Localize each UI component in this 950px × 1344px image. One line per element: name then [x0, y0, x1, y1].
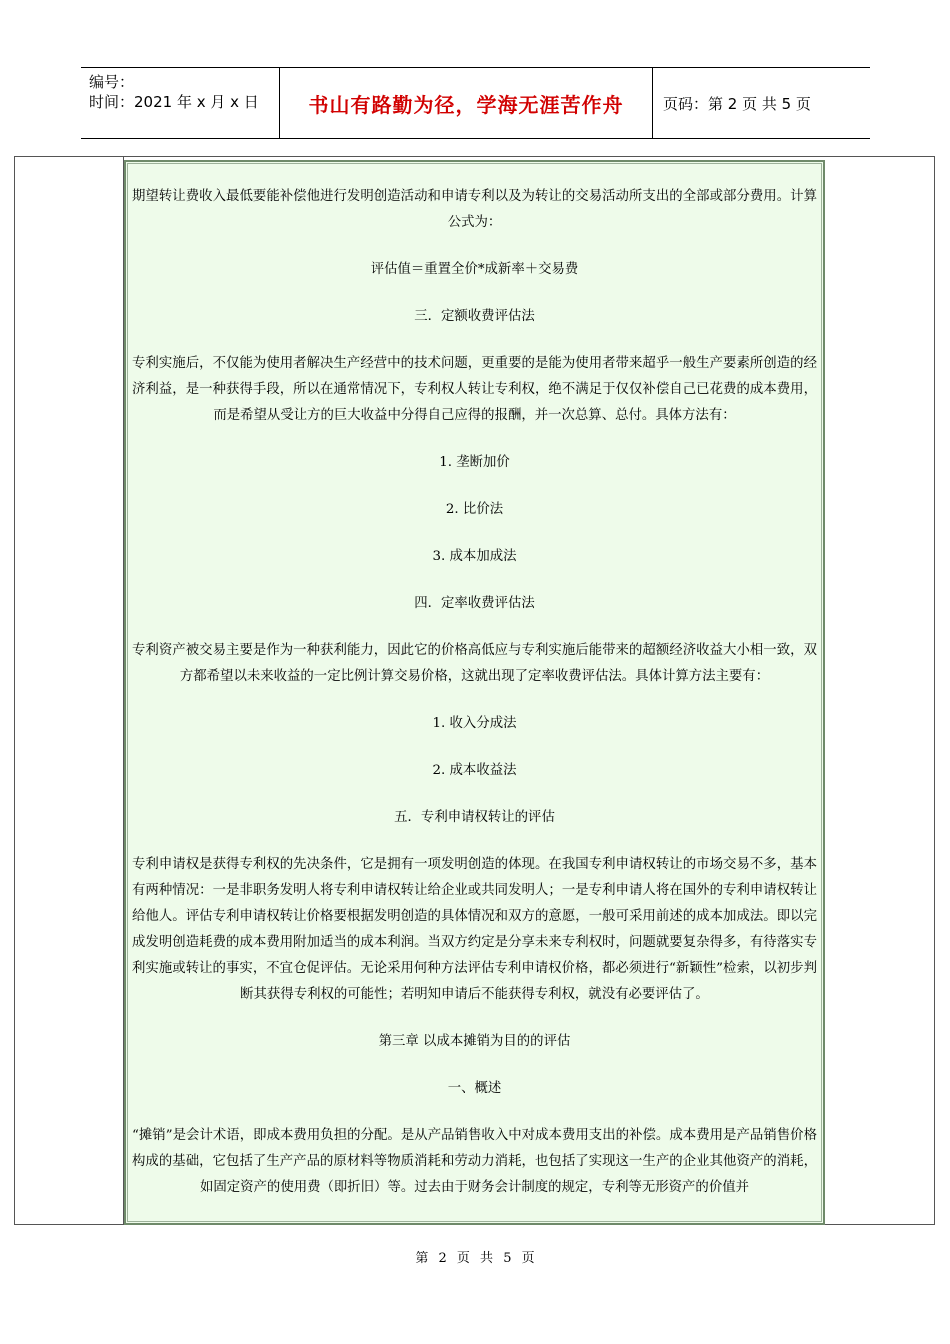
document-number-label: 编号： — [89, 73, 135, 91]
section-heading: 五．专利申请权转让的评估 — [394, 810, 555, 825]
paragraph: 期望转让费收入最低要能补偿他进行发明创造活动和申请专利以及为转让的交易活动所支出的全部或部分费用。计算公式为： — [132, 189, 817, 230]
document-time-label: 时间：2021 年 x 月 x 日 — [89, 93, 259, 111]
header-motto: 书山有路勤为径，学海无涯苦作舟 — [308, 92, 624, 117]
list-item: 1. 收入分成法 — [432, 716, 517, 731]
header-divider — [652, 68, 653, 138]
formula: 评估值＝重置全价*成新率＋交易费 — [370, 262, 579, 277]
paragraph: 专利资产被交易主要是作为一种获利能力，因此它的价格高低应与专利实施后能带来的超额经济收益大小相一致，双方都希望以未来收益的一定比例计算交易价格，这就出现了定率收费评估法。具体计算方法主要有： — [132, 643, 817, 684]
list-item: 2. 比价法 — [445, 502, 504, 517]
header-page-info: 页码：第 2 页 共 5 页 — [663, 94, 811, 113]
paragraph: 专利申请权是获得专利权的先决条件，它是拥有一项发明创造的体现。在我国专利申请权转让的市场交易不多，基本有两种情况：一是非职务发明人将专利申请权转让给企业或共同发明人；一是专利申请人将在国外的专利申请权转让给他人。评估专利申请权转让价格要根据发明创造的具体情况和双方的意愿，一般可采用前述的成本加成法。即以完成发明创造耗费的成本费用附加适当的成本利润。当双方约定是分享未来专利权时，问题就要复杂得多，有待落实专利实施或转让的事实，不宜仓促评估。无论采用何种方法评估专利申请权价格，都必须进行“新颖性”检索，以初步判断其获得专利权的可能性；若明知申请后不能获得专利权，就没有必要评估了。 — [132, 857, 817, 1002]
content-body — [132, 184, 817, 1201]
page-footer: 第 2 页 共 5 页 — [415, 1251, 535, 1266]
section-heading: 四．定率收费评估法 — [414, 596, 535, 611]
header-meta — [89, 72, 259, 112]
list-item: 1. 垄断加价 — [439, 455, 510, 470]
paragraph: “摊销”是会计术语，即成本费用负担的分配。是从产品销售收入中对成本费用支出的补偿。成本费用是产品销售价格构成的基础，它包括了生产产品的原材料等物质消耗和劳动力消耗，也包括了实现这一生产的企业其他资产的消耗，如固定资产的使用费（即折旧）等。过去由于财务会计制度的规定，专利等无形资产的价值并 — [132, 1128, 817, 1195]
paragraph: 专利实施后，不仅能为使用者解决生产经营中的技术问题，更重要的是能为使用者带来超乎一般生产要素所创造的经济利益，是一种获得手段，所以在通常情况下，专利权人转让专利权，绝不满足于仅仅补偿自己已花费的成本费用，而是希望从受让方的巨大收益中分得自己应得的报酬，并一次总算、总付。具体方法有： — [132, 356, 817, 423]
content-box — [124, 160, 825, 1225]
list-item: 3. 成本加成法 — [432, 549, 517, 564]
page-header — [81, 67, 870, 139]
section-heading: 三．定额收费评估法 — [414, 309, 535, 324]
chapter-heading: 第三章 以成本摊销为目的的评估 — [378, 1034, 571, 1049]
section-heading: 一、概述 — [447, 1081, 502, 1096]
list-item: 2. 成本收益法 — [432, 763, 517, 778]
